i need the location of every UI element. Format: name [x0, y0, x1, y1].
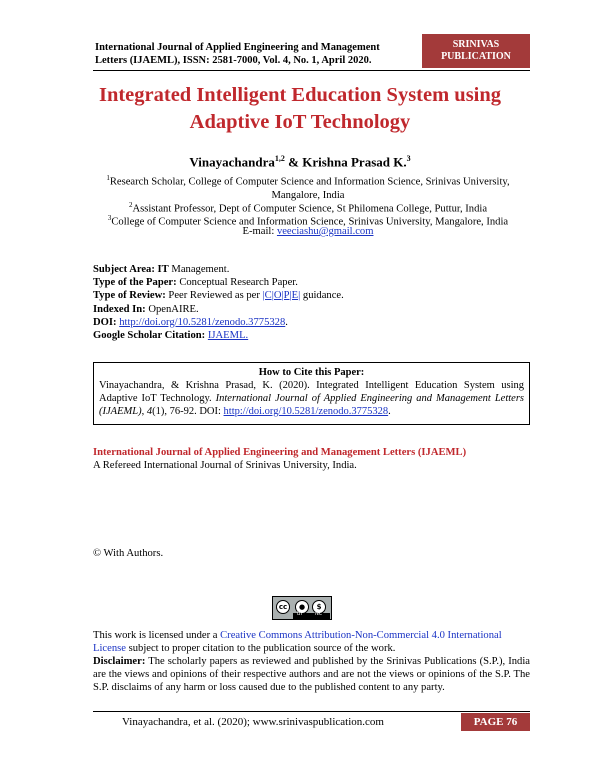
doi-line — [93, 316, 523, 329]
license-end: subject to proper citation to the publication source of the work. — [125, 643, 396, 654]
copyright-notice: © With Authors. — [93, 548, 164, 559]
license-link[interactable]: Creative Commons Attribution-Non-Commercial 4.0 International License — [93, 630, 502, 654]
subject-label: Subject Area: — [93, 264, 158, 275]
paper-title-line2: Adaptive IoT Technology — [189, 111, 411, 133]
publisher-badge — [422, 34, 530, 68]
cc-label-bar — [293, 613, 330, 619]
subject-bold: IT — [157, 264, 169, 275]
subject-value: Management. — [168, 264, 230, 275]
subject-area — [93, 263, 523, 276]
scholar-line — [93, 329, 523, 342]
citation-end: (1), 76-92. DOI: — [152, 406, 224, 417]
scholar-label: Google Scholar Citation: — [93, 330, 208, 342]
doi-link[interactable]: http://doi.org/10.5281/zenodo.3775328 — [119, 316, 286, 328]
citation-doi-link[interactable]: http://doi.org/10.5281/zenodo.3775328 — [223, 406, 389, 417]
author-2: Krishna Prasad K. — [302, 154, 407, 170]
cc-nc-label: NC — [315, 611, 323, 617]
author-1-sup: 1,2 — [274, 154, 285, 163]
nc-dollar-icon: $ — [312, 600, 326, 614]
publisher-badge-line1: SRINIVAS — [452, 39, 500, 50]
publisher-badge-line2: PUBLICATION — [441, 51, 511, 62]
citation-heading: How to Cite this Paper: — [258, 367, 365, 378]
footer-text: Vinayachandra, et al. (2020); www.srinivaspublication.com — [122, 716, 384, 728]
cc-by-label: BY — [297, 611, 304, 617]
footer-rule — [93, 711, 530, 712]
journal-info — [93, 446, 530, 472]
author-list — [60, 154, 540, 170]
citation-text — [99, 379, 524, 418]
journal-description: A Refereed International Journal of Srinivas University, India. — [93, 460, 357, 471]
affiliation-3-text: College of Computer Science and Information Science, Srinivas University, Mangalore, India — [111, 216, 509, 228]
type-label: Type of the Paper: — [93, 277, 180, 289]
citation-start: Vinayachandra, & Krishna Prasad, K. (2020). Integrated Intelligent Education System using Adaptive IoT Technology. — [99, 380, 524, 404]
journal-header-line2: Letters (IJAEML), ISSN: 2581-7000, Vol. 4, No. 1, April 2020. — [95, 55, 372, 66]
affiliation-1 — [93, 172, 523, 202]
doi-label: DOI: — [93, 316, 120, 328]
affiliation-3-sup: 3 — [107, 214, 112, 222]
type-value: Conceptual Research Paper. — [179, 277, 298, 289]
review-label: Type of Review: — [93, 290, 169, 302]
disclaimer-text: The scholarly papers as reviewed and published by the Srinivas Publications (S.P.), India are the views and opinions of their respective authors and are not the views or opinions of the S.P. The S.P. disclaims of any harm or loss caused due to the published content to any party. — [93, 656, 530, 693]
email-line — [93, 225, 523, 238]
paper-metadata — [93, 263, 523, 342]
page-number-badge: PAGE 76 — [461, 713, 530, 731]
journal-name: International Journal of Applied Engineering and Management Letters (IJAEML) — [93, 447, 467, 458]
email-label: E-mail: — [242, 226, 277, 237]
cope-link[interactable]: |C|O|P|E| — [262, 290, 301, 302]
paper-title-line1: Integrated Intelligent Education System using — [98, 84, 502, 106]
cc-circle-icon: cc — [276, 600, 290, 614]
affiliation-1-line2: Mangalore, India — [271, 189, 345, 201]
citation-journal: International Journal of Applied Engineering and Management Letters (IJAEML) — [99, 393, 524, 417]
review-tail: guidance. — [300, 290, 344, 302]
affiliation-1-line1: Research Scholar, College of Computer Science and Information Science, Srinivas University, — [109, 176, 510, 188]
review-type — [93, 289, 523, 302]
paper-type — [93, 276, 523, 289]
citation-volume: 4 — [146, 406, 153, 417]
disclaimer — [93, 655, 530, 694]
indexed-value: OpenAIRE. — [148, 303, 199, 315]
license-statement — [93, 629, 530, 655]
citation-box — [93, 362, 530, 425]
paper-title — [60, 82, 540, 136]
journal-header-line1: International Journal of Applied Engineering and Management — [95, 42, 380, 53]
author-1: Vinayachandra — [189, 154, 275, 170]
citation-mid: , — [141, 406, 147, 417]
affiliation-1-sup: 1 — [106, 174, 110, 182]
header-rule — [93, 70, 530, 71]
indexed-in — [93, 303, 523, 316]
license-start: This work is licensed under a — [93, 630, 221, 641]
email-link[interactable]: veeciashu@gmail.com — [276, 226, 374, 237]
affiliation-2-sup: 2 — [128, 201, 133, 209]
cc-by-nc-license-icon[interactable] — [272, 596, 332, 620]
journal-header — [95, 41, 415, 67]
author-2-sup: 3 — [406, 154, 411, 163]
affiliation-2-text: Assistant Professor, Dept of Computer Science, St Philomena College, Puttur, India — [132, 203, 488, 215]
doi-tail: . — [285, 316, 288, 328]
author-separator: & — [284, 154, 303, 170]
disclaimer-label: Disclaimer: — [93, 656, 146, 667]
by-person-icon: ● — [295, 600, 309, 614]
citation-doi-tail: . — [388, 406, 391, 417]
scholar-link[interactable]: IJAEML. — [207, 330, 249, 342]
review-value: Peer Reviewed as per — [168, 290, 263, 302]
indexed-label: Indexed In: — [93, 303, 149, 315]
